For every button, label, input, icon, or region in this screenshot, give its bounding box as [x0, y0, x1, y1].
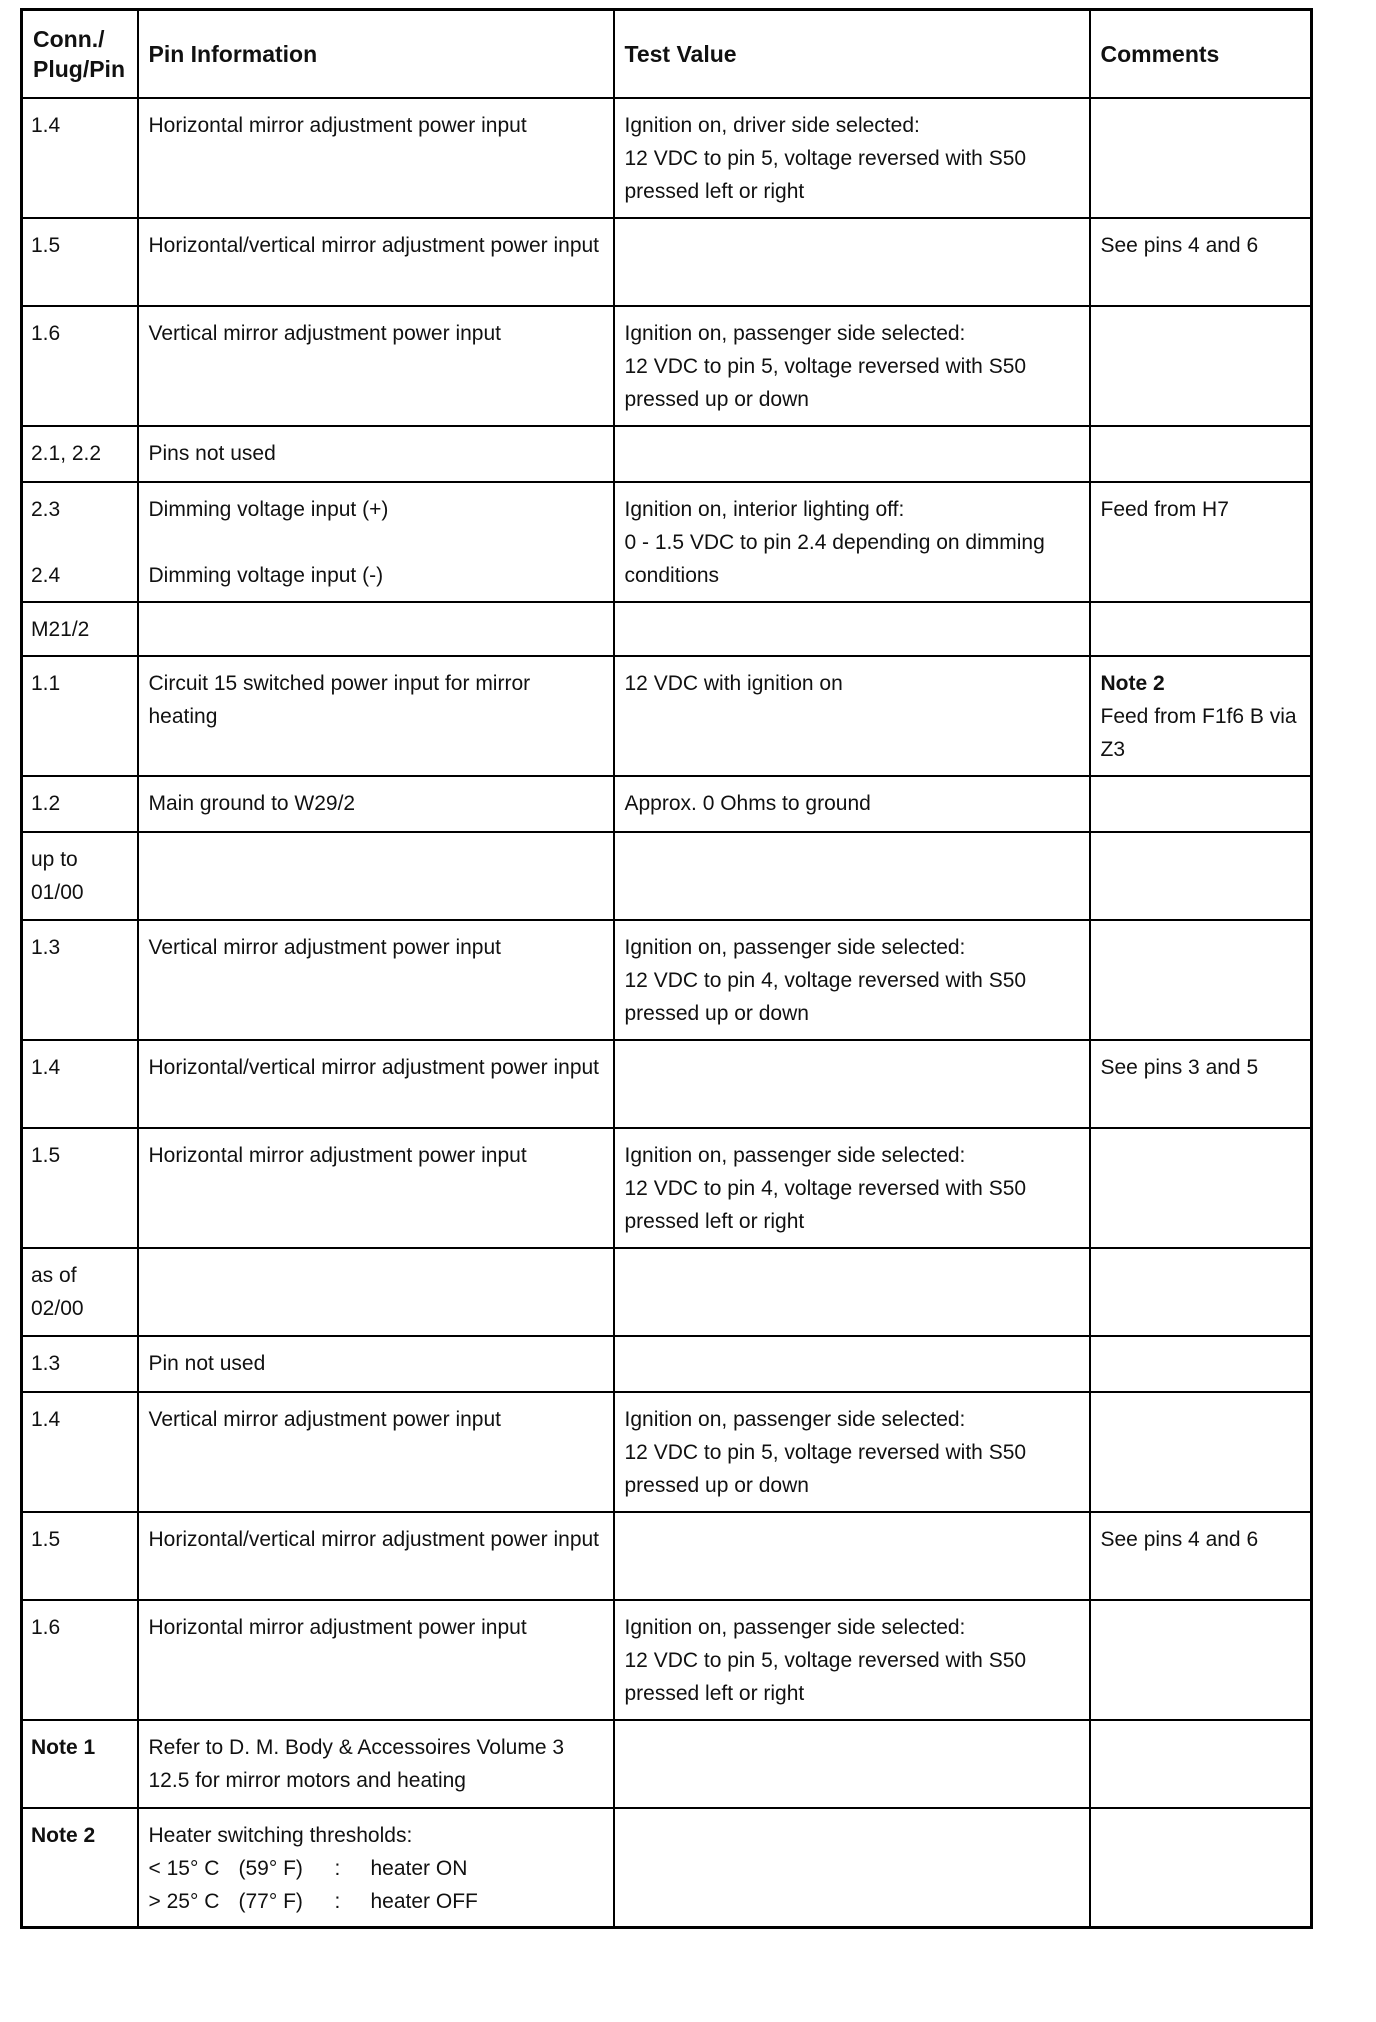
pin-information-text: Main ground to W29/2 — [148, 791, 356, 815]
pin-information-text: Horizontal mirror adjustment power input — [148, 1143, 527, 1167]
pin-information-cell — [138, 1336, 614, 1392]
pin-assignment-table — [20, 8, 1313, 1929]
pin-label-secondary: 2.4 — [31, 563, 61, 587]
pin-cell — [22, 426, 138, 482]
test-value-cell — [614, 602, 1090, 656]
pin-information-cell — [138, 776, 614, 832]
pin-information-cell — [138, 1392, 614, 1512]
test-value-cell — [614, 1336, 1090, 1392]
comments-cell — [1090, 1600, 1312, 1720]
header-comments: Comments — [1090, 10, 1312, 98]
table-row — [22, 218, 1312, 306]
header-test-value: Test Value — [614, 10, 1090, 98]
pin-information-cell — [138, 482, 614, 602]
test-value-text: Ignition on, driver side selected: — [624, 113, 920, 137]
comments-cell — [1090, 306, 1312, 426]
pin-information-text: Horizontal/vertical mirror adjustment power input — [148, 1527, 600, 1551]
test-value-cell — [614, 1392, 1090, 1512]
table-row — [22, 776, 1312, 832]
note-2-title: Heater switching thresholds: — [148, 1823, 413, 1847]
pin-label: 2.1, 2.2 — [31, 441, 102, 465]
test-value-text: 12 VDC to pin 5, voltage reversed with S50 pressed left or right — [624, 146, 1027, 203]
threshold-celsius: > 25° C — [148, 1889, 220, 1913]
pin-label: as of 02/00 — [31, 1263, 84, 1320]
table-row — [22, 306, 1312, 426]
table-row — [22, 1392, 1312, 1512]
table-row — [22, 1040, 1312, 1128]
comments-cell — [1090, 98, 1312, 218]
pin-information-cell — [138, 306, 614, 426]
comment-text: Feed from F1f6 B via Z3 — [1100, 704, 1297, 761]
pin-cell — [22, 920, 138, 1040]
pin-label: 2.3 — [31, 497, 61, 521]
pin-information-text: Horizontal/vertical mirror adjustment power input — [148, 1055, 600, 1079]
test-value-text: Approx. 0 Ohms to ground — [624, 791, 871, 815]
threshold-separator: : — [334, 1889, 341, 1913]
pin-information-cell — [138, 426, 614, 482]
test-value-cell — [614, 482, 1090, 602]
pin-label: 1.6 — [31, 321, 61, 345]
test-value-text: 12 VDC to pin 4, voltage reversed with S50 pressed left or right — [624, 1176, 1027, 1233]
empty-cell — [1090, 1808, 1312, 1928]
threshold-fahrenheit: (59° F) — [238, 1856, 303, 1880]
table-row — [22, 656, 1312, 776]
comments-cell — [1090, 426, 1312, 482]
table-row — [22, 920, 1312, 1040]
pin-cell — [22, 1336, 138, 1392]
pin-label: 1.6 — [31, 1615, 61, 1639]
pin-label: 1.2 — [31, 791, 61, 815]
pin-information-cell — [138, 656, 614, 776]
pin-information-cell — [138, 1040, 614, 1128]
pin-cell — [22, 602, 138, 656]
pin-cell — [22, 1248, 138, 1336]
test-value-text: 12 VDC with ignition on — [624, 671, 843, 695]
comments-cell — [1090, 920, 1312, 1040]
test-value-cell — [614, 776, 1090, 832]
test-value-text: 12 VDC to pin 5, voltage reversed with S50 pressed up or down — [624, 354, 1027, 411]
table-row — [22, 602, 1312, 656]
pin-cell — [22, 218, 138, 306]
pin-cell — [22, 776, 138, 832]
note-2-label: Note 2 — [22, 1808, 138, 1928]
comments-cell — [1090, 832, 1312, 920]
pin-label: 1.4 — [31, 1407, 61, 1431]
pin-label: 1.4 — [31, 1055, 61, 1079]
pin-label: 1.5 — [31, 1527, 61, 1551]
pin-label: 1.3 — [31, 1351, 61, 1375]
comments-cell — [1090, 1040, 1312, 1128]
pin-information-cell — [138, 1128, 614, 1248]
pin-table-page — [20, 8, 1310, 1929]
table-row — [22, 1600, 1312, 1720]
test-value-text: 12 VDC to pin 4, voltage reversed with S50 pressed up or down — [624, 968, 1027, 1025]
test-value-cell — [614, 1600, 1090, 1720]
note-1-row — [22, 1720, 1312, 1808]
test-value-cell — [614, 306, 1090, 426]
test-value-cell — [614, 656, 1090, 776]
test-value-text: Ignition on, interior lighting off: — [624, 497, 905, 521]
pin-label: 1.1 — [31, 671, 61, 695]
test-value-cell — [614, 98, 1090, 218]
threshold-separator: : — [334, 1856, 341, 1880]
empty-cell — [1090, 1720, 1312, 1808]
pin-information-text: Horizontal/vertical mirror adjustment power input — [148, 233, 600, 257]
comment-text: See pins 4 and 6 — [1100, 233, 1259, 257]
pin-cell — [22, 98, 138, 218]
comment-text: See pins 4 and 6 — [1100, 1527, 1259, 1551]
comments-cell — [1090, 1128, 1312, 1248]
table-row — [22, 482, 1312, 602]
pin-information-text: Vertical mirror adjustment power input — [148, 1407, 501, 1431]
pin-information-text: Circuit 15 switched power input for mirror heating — [148, 671, 531, 728]
table-header-row — [22, 10, 1312, 98]
pin-information-text: Horizontal mirror adjustment power input — [148, 113, 527, 137]
note-2-content — [138, 1808, 614, 1928]
pin-cell — [22, 1040, 138, 1128]
pin-label: up to 01/00 — [31, 847, 84, 904]
comments-cell — [1090, 218, 1312, 306]
header-conn-plug-pin: Conn./ Plug/Pin — [22, 10, 138, 98]
test-value-cell — [614, 1512, 1090, 1600]
pin-label: 1.5 — [31, 233, 61, 257]
comment-text: Feed from H7 — [1100, 497, 1229, 521]
pin-information-cell — [138, 218, 614, 306]
pin-cell — [22, 832, 138, 920]
test-value-text: Ignition on, passenger side selected: — [624, 1143, 966, 1167]
pin-information-cell — [138, 1512, 614, 1600]
pin-cell — [22, 1512, 138, 1600]
comments-cell — [1090, 1392, 1312, 1512]
comment-note-ref: Note 2 — [1100, 671, 1165, 695]
test-value-cell — [614, 832, 1090, 920]
comments-cell — [1090, 1336, 1312, 1392]
pin-cell — [22, 1128, 138, 1248]
test-value-text: 0 - 1.5 VDC to pin 2.4 depending on dimming conditions — [624, 530, 1045, 587]
note-1-label: Note 1 — [22, 1720, 138, 1808]
test-value-text: Ignition on, passenger side selected: — [624, 321, 966, 345]
table-row — [22, 98, 1312, 218]
pin-label: M21/2 — [31, 617, 90, 641]
comments-cell — [1090, 656, 1312, 776]
empty-cell — [614, 1808, 1090, 1928]
pin-information-text: Pin not used — [148, 1351, 266, 1375]
pin-cell — [22, 306, 138, 426]
empty-cell — [614, 1720, 1090, 1808]
pin-information-cell — [138, 920, 614, 1040]
test-value-cell — [614, 1248, 1090, 1336]
pin-information-cell — [138, 98, 614, 218]
pin-cell — [22, 656, 138, 776]
test-value-text: Ignition on, passenger side selected: — [624, 1407, 966, 1431]
comments-cell — [1090, 602, 1312, 656]
threshold-celsius: < 15° C — [148, 1856, 220, 1880]
table-row — [22, 832, 1312, 920]
table-row — [22, 1512, 1312, 1600]
pin-label: 1.3 — [31, 935, 61, 959]
comments-cell — [1090, 776, 1312, 832]
pin-information-text-secondary: Dimming voltage input (-) — [148, 563, 384, 587]
comments-cell — [1090, 482, 1312, 602]
comments-cell — [1090, 1248, 1312, 1336]
pin-cell — [22, 482, 138, 602]
header-pin-information: Pin Information — [138, 10, 614, 98]
pin-information-cell — [138, 1600, 614, 1720]
test-value-cell — [614, 1040, 1090, 1128]
test-value-text: 12 VDC to pin 5, voltage reversed with S50 pressed left or right — [624, 1648, 1027, 1705]
threshold-row — [149, 1852, 603, 1885]
test-value-cell — [614, 920, 1090, 1040]
pin-cell — [22, 1600, 138, 1720]
table-row — [22, 1248, 1312, 1336]
threshold-state: heater OFF — [370, 1889, 478, 1913]
table-body — [22, 98, 1312, 1928]
note-1-text: Refer to D. M. Body & Accessoires Volume 3 12.5 for mirror motors and heating — [138, 1720, 614, 1808]
comment-text: See pins 3 and 5 — [1100, 1055, 1259, 1079]
threshold-state: heater ON — [370, 1856, 468, 1880]
test-value-cell — [614, 426, 1090, 482]
pin-information-cell — [138, 832, 614, 920]
pin-information-text: Vertical mirror adjustment power input — [148, 935, 501, 959]
pin-label: 1.4 — [31, 113, 61, 137]
pin-information-cell — [138, 602, 614, 656]
pin-label: 1.5 — [31, 1143, 61, 1167]
note-2-row — [22, 1808, 1312, 1928]
pin-information-cell — [138, 1248, 614, 1336]
comments-cell — [1090, 1512, 1312, 1600]
table-row — [22, 426, 1312, 482]
test-value-text: 12 VDC to pin 5, voltage reversed with S50 pressed up or down — [624, 1440, 1027, 1497]
pin-information-text: Horizontal mirror adjustment power input — [148, 1615, 527, 1639]
table-row — [22, 1336, 1312, 1392]
threshold-row — [149, 1885, 603, 1918]
pin-information-text: Pins not used — [148, 441, 276, 465]
pin-information-text: Vertical mirror adjustment power input — [148, 321, 501, 345]
test-value-cell — [614, 218, 1090, 306]
test-value-text: Ignition on, passenger side selected: — [624, 1615, 966, 1639]
test-value-text: Ignition on, passenger side selected: — [624, 935, 966, 959]
pin-cell — [22, 1392, 138, 1512]
table-row — [22, 1128, 1312, 1248]
test-value-cell — [614, 1128, 1090, 1248]
pin-information-text: Dimming voltage input (+) — [148, 497, 389, 521]
threshold-fahrenheit: (77° F) — [238, 1889, 303, 1913]
